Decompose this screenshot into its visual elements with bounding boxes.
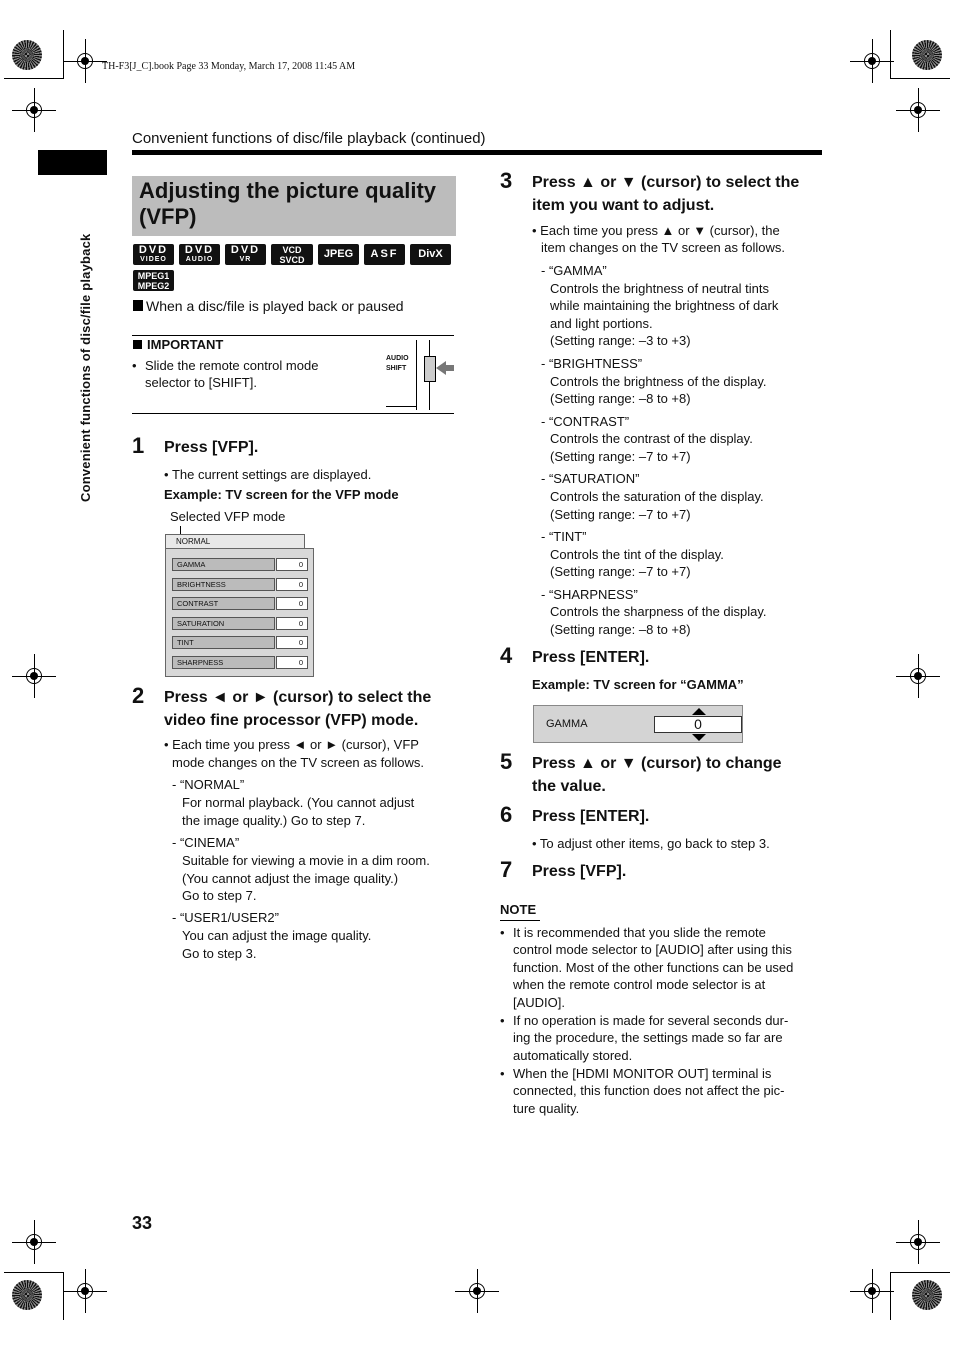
step-7-number: 7 — [500, 857, 513, 882]
registration-mark — [20, 1228, 48, 1256]
vfp-row-value: 0 — [276, 578, 308, 591]
important-top-rule — [132, 335, 454, 336]
step-4-number: 4 — [500, 643, 513, 668]
section-title: Adjusting the picture quality (VFP) — [139, 178, 437, 229]
mode-item-name: - “CINEMA” — [172, 835, 240, 850]
note-line: If no operation is made for several seconds dur- — [513, 1013, 789, 1028]
step-3-bullet-line1: • Each time you press ▲ or ▼ (cursor), the — [532, 223, 780, 238]
vfp-row — [172, 597, 308, 610]
gamma-value: 0 — [654, 716, 742, 733]
registration-mark — [904, 1228, 932, 1256]
mode-item-desc: For normal playback. (You cannot adjust — [182, 795, 415, 810]
adjust-item-desc: (Setting range: –8 to +8) — [550, 622, 691, 637]
note-line: It is recommended that you slide the remote — [513, 925, 766, 940]
note-line: when the remote control mode selector is at — [513, 977, 766, 992]
step-4-example: Example: TV screen for “GAMMA” — [532, 677, 744, 692]
vfp-row-value: 0 — [276, 636, 308, 649]
note-line: ture quality. — [513, 1101, 580, 1116]
badge-dvd-video: DVD VIDEO — [133, 244, 174, 265]
step-1-title: Press [VFP]. — [164, 439, 259, 456]
note-bullet-dot: • — [500, 925, 505, 940]
badge-dvd-audio: DVD AUDIO — [179, 244, 220, 265]
step-1-example: Example: TV screen for the VFP mode — [164, 487, 399, 502]
step-2-number: 2 — [132, 683, 145, 708]
adjust-item-desc: (Setting range: –3 to +3) — [550, 333, 691, 348]
step-2-bullet-line1: • Each time you press ◄ or ► (cursor), VFP — [164, 737, 419, 752]
vfp-row-value: 0 — [276, 617, 308, 630]
vfp-row-value: 0 — [276, 656, 308, 669]
important-bullet-text: Slide the remote control mode selector to [SHIFT]. — [145, 358, 319, 390]
vfp-mode-tab: NORMAL — [165, 534, 305, 548]
step-3-bullet-line2: item changes on the TV screen as follows. — [541, 240, 785, 255]
adjust-item-desc: Controls the sharpness of the display. — [550, 604, 767, 619]
crop-mark — [890, 1272, 891, 1320]
vfp-row-value: 0 — [276, 558, 308, 571]
registration-starburst — [12, 40, 42, 70]
registration-mark — [904, 96, 932, 124]
step-5-title-line1: Press ▲ or ▼ (cursor) to change — [532, 755, 782, 772]
crop-mark — [4, 1272, 64, 1273]
important-bullet-dot: • — [132, 358, 137, 373]
step-6-title: Press [ENTER]. — [532, 808, 650, 825]
step-5-number: 5 — [500, 749, 513, 774]
mode-item-desc: You can adjust the image quality. — [182, 928, 372, 943]
step-3-number: 3 — [500, 168, 513, 193]
note-line: ing the procedure, the settings made so far are — [513, 1030, 783, 1045]
important-bottom-rule — [132, 413, 454, 414]
vfp-row-label: BRIGHTNESS — [172, 578, 275, 591]
switch-knob — [424, 356, 436, 382]
down-arrow-icon — [692, 734, 706, 741]
vfp-row — [172, 617, 308, 630]
crop-mark — [63, 30, 64, 78]
badge-vcd-svcd: VCD SVCD — [271, 244, 313, 265]
vfp-row-value: 0 — [276, 597, 308, 610]
adjust-item-desc: Controls the saturation of the display. — [550, 489, 764, 504]
side-label: Convenient functions of disc/file playback — [78, 233, 93, 502]
note-rule — [500, 920, 540, 921]
adjust-item-desc: (Setting range: –7 to +7) — [550, 449, 691, 464]
switch-label-shift: SHIFT — [386, 365, 407, 372]
vfp-row — [172, 558, 308, 571]
note-line: [AUDIO]. — [513, 995, 566, 1010]
vfp-row-label: CONTRAST — [172, 597, 275, 610]
crop-mark — [4, 78, 64, 79]
note-bullet-dot: • — [500, 1013, 505, 1028]
up-arrow-icon — [692, 708, 706, 715]
vfp-panel — [165, 548, 314, 677]
mode-item-name: - “NORMAL” — [172, 777, 245, 792]
switch-label-audio: AUDIO — [386, 355, 409, 362]
step-6-number: 6 — [500, 802, 513, 827]
crop-mark — [890, 30, 891, 78]
step-6-bullet: • To adjust other items, go back to step 3. — [532, 836, 770, 851]
registration-mark — [20, 662, 48, 690]
mode-switch-illustration — [384, 340, 454, 412]
badge-mpeg: MPEG1 MPEG2 — [133, 270, 174, 291]
note-line: control mode selector to [AUDIO] after using this — [513, 942, 792, 957]
mode-item-desc: the image quality.) Go to step 7. — [182, 813, 366, 828]
side-tab — [38, 150, 107, 175]
step-1-number: 1 — [132, 433, 145, 458]
adjust-item-desc: Controls the brightness of the display. — [550, 374, 767, 389]
adjust-item-name: - “BRIGHTNESS” — [541, 356, 643, 371]
arrow-shaft — [444, 365, 454, 371]
registration-mark — [20, 96, 48, 124]
important-square-icon — [133, 340, 142, 349]
registration-starburst — [912, 40, 942, 70]
mode-item-desc: Go to step 7. — [182, 888, 257, 903]
adjust-item-desc: Controls the brightness of neutral tints — [550, 281, 769, 296]
adjust-item-desc: Controls the tint of the display. — [550, 547, 724, 562]
adjust-item-desc: while maintaining the brightness of dark — [550, 298, 779, 313]
registration-mark — [71, 47, 99, 75]
note-heading: NOTE — [500, 902, 537, 917]
vfp-row-label: GAMMA — [172, 558, 275, 571]
badge-jpeg: JPEG — [318, 244, 359, 265]
condition-square-icon — [133, 300, 143, 311]
note-line: When the [HDMI MONITOR OUT] terminal is — [513, 1066, 772, 1081]
vfp-row-label: SHARPNESS — [172, 656, 275, 669]
important-heading: IMPORTANT — [147, 337, 224, 352]
badge-asf: ASF — [364, 244, 405, 265]
adjust-item-name: - “GAMMA” — [541, 263, 607, 278]
adjust-item-name: - “TINT” — [541, 529, 587, 544]
adjust-item-desc: (Setting range: –7 to +7) — [550, 507, 691, 522]
registration-mark — [858, 1277, 886, 1305]
registration-mark — [71, 1277, 99, 1305]
vfp-row — [172, 656, 308, 669]
registration-mark — [858, 47, 886, 75]
gamma-label: GAMMA — [546, 718, 588, 730]
header-rule — [132, 150, 822, 155]
step-2-title-line2: video fine processor (VFP) mode. — [164, 712, 419, 729]
mode-item-desc: Go to step 3. — [182, 946, 257, 961]
registration-mark — [463, 1277, 491, 1305]
step-4-title: Press [ENTER]. — [532, 649, 650, 666]
badge-divx: DivX — [410, 244, 451, 265]
adjust-item-desc: (Setting range: –8 to +8) — [550, 391, 691, 406]
note-line: automatically stored. — [513, 1048, 633, 1063]
crop-mark — [890, 78, 950, 79]
note-line: connected, this function does not affect the pic- — [513, 1083, 785, 1098]
step-3-title-line2: item you want to adjust. — [532, 197, 715, 214]
step-1-bullet: • The current settings are displayed. — [164, 467, 372, 482]
mode-item-desc: Suitable for viewing a movie in a dim room. — [182, 853, 430, 868]
switch-line — [386, 406, 416, 407]
adjust-item-desc: Controls the contrast of the display. — [550, 431, 753, 446]
note-bullet-dot: • — [500, 1066, 505, 1081]
adjust-item-name: - “CONTRAST” — [541, 414, 630, 429]
vfp-row — [172, 636, 308, 649]
page-number: 33 — [132, 1213, 153, 1233]
registration-starburst — [12, 1280, 42, 1310]
step-1-callout: Selected VFP mode — [170, 509, 286, 524]
registration-mark — [904, 662, 932, 690]
mode-item-desc: (You cannot adjust the image quality.) — [182, 871, 399, 886]
vfp-row — [172, 578, 308, 591]
print-header: TH-F3[J_C].book Page 33 Monday, March 17, 2008 11:45 AM — [102, 61, 356, 72]
step-5-title-line2: the value. — [532, 778, 606, 795]
gamma-screen — [533, 705, 743, 743]
crop-mark — [63, 1272, 64, 1320]
step-7-title: Press [VFP]. — [532, 863, 627, 880]
mode-item-name: - “USER1/USER2” — [172, 910, 279, 925]
step-3-title-line1: Press ▲ or ▼ (cursor) to select the — [532, 174, 800, 191]
badge-dvd-vr: DVD VR — [225, 244, 266, 265]
running-title: Convenient functions of disc/file playback (continued) — [132, 130, 486, 147]
vfp-row-label: TINT — [172, 636, 275, 649]
note-line: function. Most of the other functions can be used — [513, 960, 794, 975]
registration-starburst — [912, 1280, 942, 1310]
step-1-bullet-text: The current settings are displayed. — [171, 467, 372, 482]
vfp-row-label: SATURATION — [172, 617, 275, 630]
vfp-screen — [165, 534, 314, 677]
step-2-bullet-line2: mode changes on the TV screen as follows. — [172, 755, 424, 770]
adjust-item-desc: and light portions. — [550, 316, 653, 331]
condition-text: When a disc/file is played back or paused — [146, 298, 404, 314]
adjust-item-desc: (Setting range: –7 to +7) — [550, 564, 691, 579]
crop-mark — [890, 1272, 950, 1273]
adjust-item-name: - “SATURATION” — [541, 471, 640, 486]
adjust-item-name: - “SHARPNESS” — [541, 587, 638, 602]
step-2-title-line1: Press ◄ or ► (cursor) to select the — [164, 689, 432, 706]
